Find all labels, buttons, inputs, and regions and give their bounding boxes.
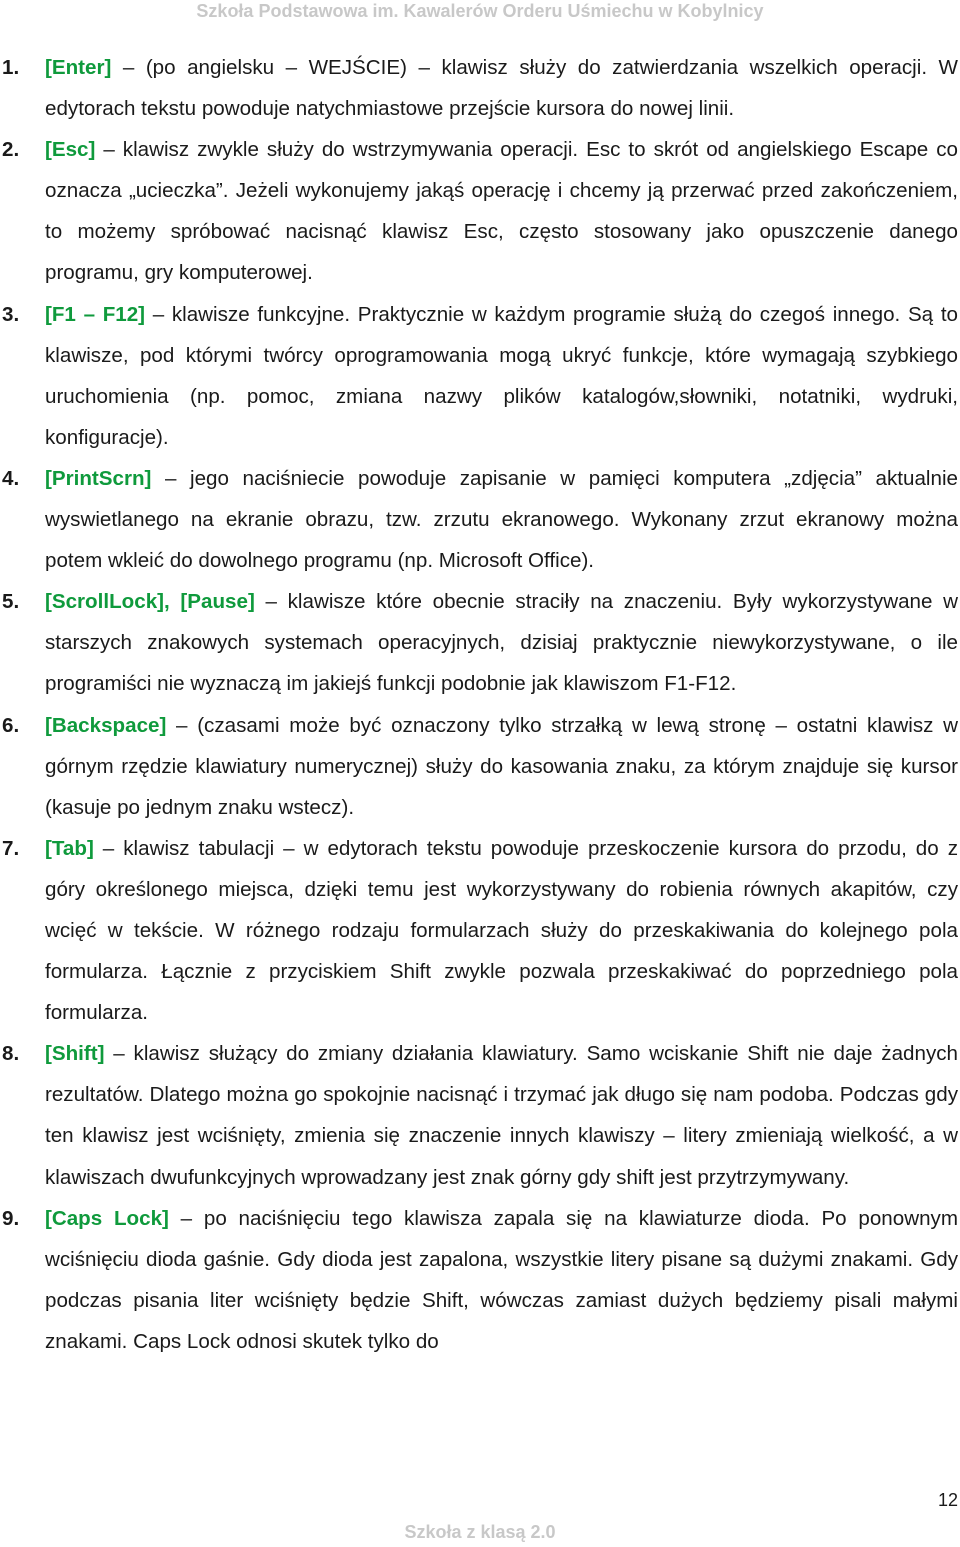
page-footer: Szkoła z klasą 2.0	[404, 1522, 556, 1542]
item-text: – (czasami może być oznaczony tylko strzałką w lewą stronę – ostatni klawisz w górnym rzędzie klawiatury numerycznej) służy do kasowania znaku, za którym znajduje się kursor (kasuje po jednym znaku wstecz).	[45, 713, 958, 819]
key-name: [Tab]	[45, 836, 94, 860]
item-text: – jego naciśniecie powoduje zapisanie w pamięci komputera „zdjęcia” aktualnie wyswietlanego na ekranie obrazu, tzw. zrzutu ekranowego. Wykonany zrzut ekranowy można potem wkleić do dowolnego programu (np. Microsoft Office).	[45, 466, 958, 573]
list-item-printscrn	[0, 458, 958, 581]
item-number: 7.	[2, 836, 20, 860]
key-name: [Backspace]	[45, 713, 167, 737]
key-name: [Caps Lock]	[45, 1206, 169, 1230]
item-text: – klawisze funkcyjne. Praktycznie w każdym programie służą do czegoś innego. Są to klawisze, pod którymi twórcy oprogramowania mogą ukryć funkcje, które wymagają szybkiego uruchomienia (np. pomoc, zmiana nazwy plików katalogów,słowniki, notatniki, wydruki, konfiguracje).	[45, 302, 958, 449]
key-name: [F1 – F12]	[45, 302, 146, 326]
key-name: [PrintScrn]	[45, 466, 152, 490]
list-item-caps-lock	[0, 1198, 958, 1362]
key-name: [ScrollLock], [Pause]	[45, 590, 255, 614]
item-text: – klawisz służący do zmiany działania klawiatury. Samo wciskanie Shift nie daje żadnych rezultatów. Dlatego można go spokojnie nacisnąć i trzymać jak długo się nam podoba. Podczas gdy ten klawisz jest wciśnięty, zmienia się znaczenie innych klawiszy – litery zmieniają wielkość, a w klawiszach dwufunkcyjnych wprowadzany jest znak górny gdy shift jest przytrzymywany.	[45, 1042, 958, 1189]
list-item-esc	[0, 129, 958, 293]
item-text: – klawisz zwykle służy do wstrzymywania operacji. Esc to skrót od angielskiego Escape co oznacza „ucieczka”. Jeżeli wykonujemy jakąś operację i chcemy ją przerwać przed zakończeniem, to możemy spróbować nacisnąć klawisz Esc, często stosowany jako opuszczenie danego programu, gry komputerowej.	[45, 138, 958, 285]
key-name: [Shift]	[45, 1042, 105, 1066]
item-number: 5.	[2, 590, 20, 614]
list-item-tab	[0, 828, 958, 1033]
list-item-shift	[0, 1033, 958, 1197]
key-name: [Enter]	[45, 56, 112, 79]
item-number: 9.	[2, 1206, 20, 1230]
item-number: 2.	[2, 138, 20, 162]
item-number: 6.	[2, 713, 20, 737]
item-number: 1.	[2, 56, 20, 79]
list-item-function-keys	[0, 294, 958, 458]
list-item-scrolllock-pause	[0, 581, 958, 704]
item-number: 8.	[2, 1042, 20, 1066]
item-number: 4.	[2, 466, 20, 490]
item-number: 3.	[2, 302, 20, 326]
document-body	[0, 47, 958, 1362]
item-text: – klawisz tabulacji – w edytorach tekstu powoduje przeskoczenie kursora do przodu, do z góry określonego miejsca, dzięki temu jest wykorzystywany do robienia równych akapitów, czy wcięć w tekście. W różnego rodzaju formularzach służy do przeskakiwania do kolejnego pola formularza. Łącznie z przyciskiem Shift zwykle pozwala przeskakiwać do poprzedniego pola formularza.	[45, 836, 958, 1025]
list-item-backspace	[0, 705, 958, 828]
page-header: Szkoła Podstawowa im. Kawalerów Orderu Uśmiechu w Kobylnicy	[196, 1, 764, 21]
item-text: – po naciśnięciu tego klawisza zapala się na klawiaturze dioda. Po ponownym wciśnięciu dioda gaśnie. Gdy dioda jest zapalona, wszystkie litery pisane są dużymi znakami. Gdy podczas pisania liter wciśnięty będzie Shift, wówczas zamiast dużych będziemy pisali małymi znakami. Caps Lock odnosi skutek tylko do	[45, 1206, 958, 1353]
item-text: – klawisze które obecnie straciły na znaczeniu. Były wykorzystywane w starszych znakowych systemach operacyjnych, dzisiaj praktycznie niewykorzystywane, o ile programiści nie wyznaczą im jakiejś funkcji podobnie jak klawiszom F1-F12.	[45, 590, 958, 696]
key-name: [Esc]	[45, 138, 96, 162]
list-item-enter	[0, 47, 958, 129]
item-text: – (po angielsku – WEJŚCIE) – klawisz służy do zatwierdzania wszelkich operacji. W edytorach tekstu powoduje natychmiastowe przejście kursora do nowej linii.	[45, 56, 958, 121]
page-number: 12	[937, 1490, 958, 1510]
